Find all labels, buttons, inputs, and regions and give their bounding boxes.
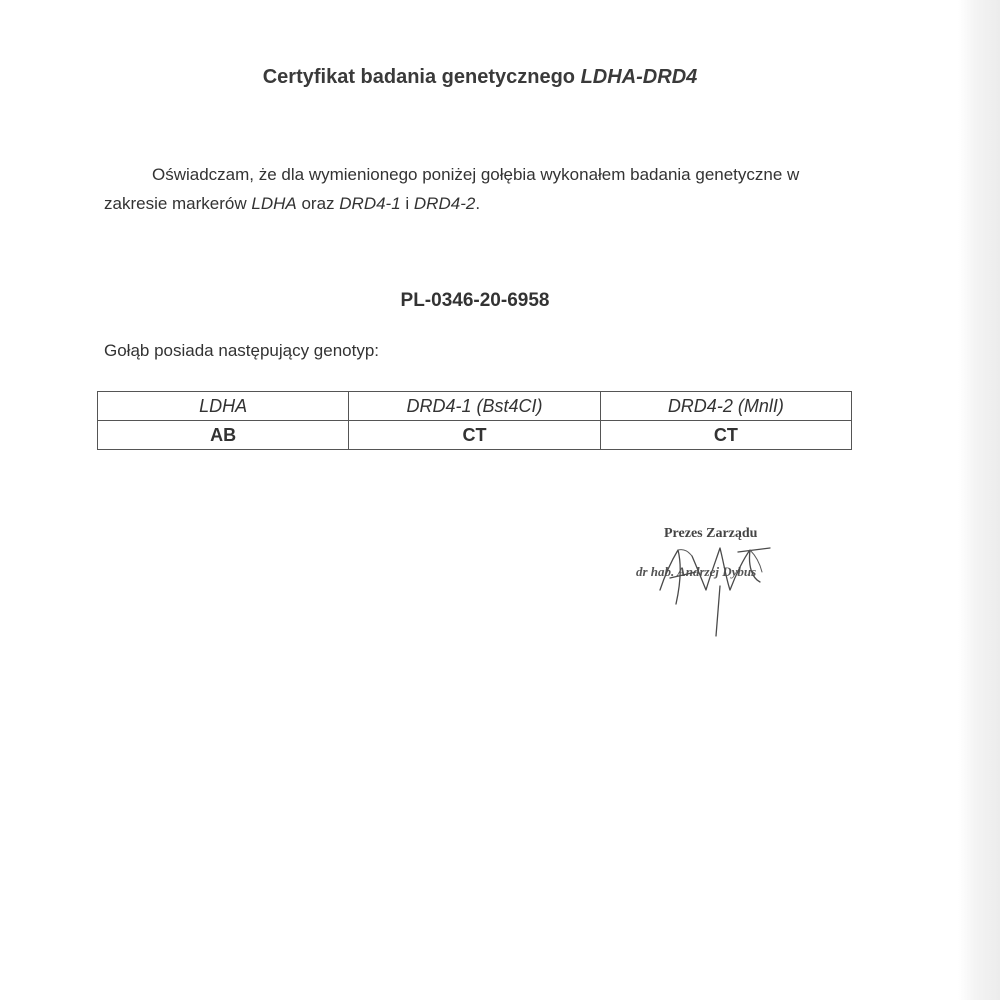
header-enzyme-drd4-2: (MnlI) [737,395,784,416]
stamp-name: dr hab. Andrzej Dybus [636,564,757,579]
statement-marker-drd4-1: DRD4-1 [339,194,401,213]
ring-number: PL-0346-20-6958 [400,290,550,311]
statement-marker-drd4-2: DRD4-2 [413,194,476,213]
title-prefix: Certyfikat badania genetycznego [262,66,581,88]
genotype-value-ldha: AB [98,421,349,450]
genotype-table [97,391,852,450]
statement-text-2: oraz [296,194,340,213]
header-marker-ldha: LDHA [199,395,248,416]
handwritten-signature [620,520,840,650]
statement-marker-ldha: LDHA [251,194,297,213]
signature-stamp [620,520,840,650]
statement-text-1: Oświadczam, że dla wymienionego poniżej gołębia wykonałem badania genetyczne w zakresie markerów [104,165,800,213]
stamp-title: Prezes Zarządu [664,526,758,541]
genotype-value-drd4-2: CT [600,421,851,450]
statement-paragraph [104,160,844,218]
header-marker-drd4-1: DRD4-1 [406,395,477,416]
statement-text-3: i [400,194,414,213]
genotype-lead: Gołąb posiada następujący genotyp: [104,341,380,360]
genotype-value-drd4-1: CT [349,421,600,450]
header-cell-drd4-1 [349,392,600,421]
certificate-title [0,66,960,89]
header-cell-ldha [98,392,349,421]
header-marker-drd4-2: DRD4-2 [667,395,738,416]
header-cell-drd4-2 [600,392,851,421]
header-enzyme-drd4-1: (Bst4CI) [476,395,543,416]
scan-edge-shadow [958,0,1000,1000]
genotype-value-row [98,421,852,450]
title-markers: LDHA-DRD4 [580,66,698,88]
statement-text-4: . [475,194,481,213]
genotype-header-row [98,392,852,421]
